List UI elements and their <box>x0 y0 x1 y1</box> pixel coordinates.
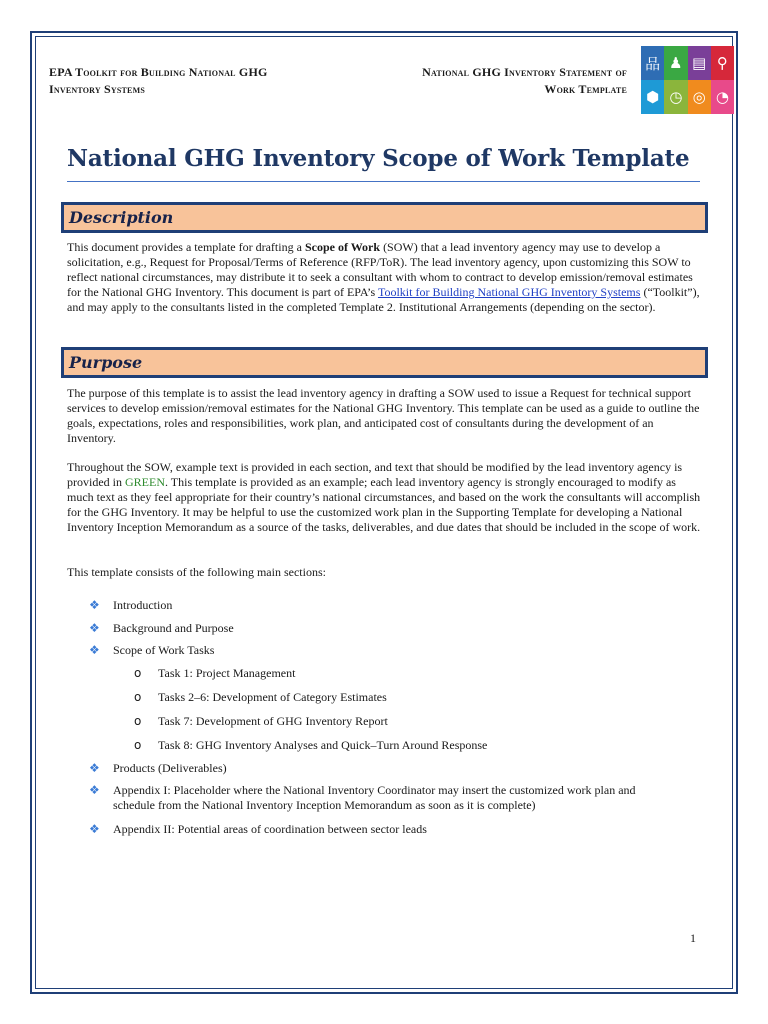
list-item-text: Appendix II: Potential areas of coordination between sector leads <box>113 822 427 836</box>
header-left-line1: EPA Toolkit for Building National GHG <box>49 65 268 79</box>
list-item-text: Task 1: Project Management <box>158 666 296 680</box>
title-underline <box>67 181 700 182</box>
description-text-2: (SOW) that a lead inventory agency may use to develop a solicitation, e.g., Request for Proposal/Terms of Reference (RFP/ToR). The lead inventory agency, upon customizing this SOW to reflect national circumstances, may distribute it to seek a consultant with whom to contract to develop emission/removal estimates for the National GHG Inventory. This document is part of EPA’s <box>67 240 693 299</box>
list-item <box>89 761 673 776</box>
magnifier-icon: ⚲ <box>711 46 734 80</box>
stopwatch-icon: ◷ <box>664 80 687 114</box>
diamond-bullet-icon: ❖ <box>89 783 100 797</box>
presenter-icon: ♟ <box>664 46 687 80</box>
circle-bullet-icon: o <box>134 690 142 704</box>
diamond-bullet-icon: ❖ <box>89 621 100 635</box>
list-item <box>89 783 673 813</box>
description-paragraph <box>67 240 702 315</box>
list-sub-item <box>134 666 678 681</box>
list-item-text: Introduction <box>113 598 173 612</box>
org-chart-icon: 品 <box>641 46 664 80</box>
document-title: National GHG Inventory Scope of Work Template <box>67 145 690 172</box>
list-item-text: Appendix I: Placeholder where the National Inventory Coordinator may insert the customized work plan and schedule from the National Inventory Inception Memorandum as soon as it is complete) <box>113 783 636 812</box>
section-bar-purpose <box>61 347 708 378</box>
purpose-paragraph-2 <box>67 460 702 535</box>
list-sub-item <box>134 714 678 729</box>
diamond-bullet-icon: ❖ <box>89 822 100 836</box>
list-item-text: Tasks 2–6: Development of Category Estimates <box>158 690 387 704</box>
circle-bullet-icon: o <box>134 666 142 680</box>
list-item-text: Products (Deliverables) <box>113 761 227 775</box>
section-heading-purpose: Purpose <box>69 353 143 372</box>
list-item <box>89 598 673 613</box>
target-icon: ◎ <box>688 80 711 114</box>
diamond-bullet-icon: ❖ <box>89 761 100 775</box>
pie-icon: ◔ <box>711 80 734 114</box>
purpose-paragraph-1: The purpose of this template is to assist the lead inventory agency in drafting a SOW used to issue a Request for technical support services to develop emission/removal estimates for the National GHG Inventory. This template can be used as a guide to outline the goals, expectations, roles and responsibilities, work plan, and anticipated cost of consultants during the development of an Inventory. <box>67 386 700 445</box>
description-text-1: This document provides a template for drafting a <box>67 240 305 254</box>
toolkit-link[interactable]: Toolkit for Building National GHG Inventory Systems <box>377 285 641 299</box>
list-sub-item <box>134 690 678 705</box>
list-item-text: Scope of Work Tasks <box>113 643 215 657</box>
list-item <box>89 822 673 837</box>
header-right-line2: Work Template <box>544 82 627 96</box>
list-item-text: Task 7: Development of GHG Inventory Report <box>158 714 388 728</box>
section-heading-description: Description <box>69 208 174 227</box>
green-word: GREEN <box>125 475 165 489</box>
list-item <box>89 621 673 636</box>
header-right-line1: National GHG Inventory Statement of <box>422 65 627 79</box>
toolkit-logo <box>641 46 734 114</box>
header-left <box>49 64 329 98</box>
diamond-bullet-icon: ❖ <box>89 643 100 657</box>
list-sub-item <box>134 738 678 753</box>
section-bar-description <box>61 202 708 233</box>
list-item <box>89 643 673 658</box>
header-left-line2: Inventory Systems <box>49 82 145 96</box>
board-icon: ▤ <box>688 46 711 80</box>
header-right <box>352 64 627 98</box>
circle-bullet-icon: o <box>134 714 142 728</box>
purpose-paragraph-3: This template consists of the following main sections: <box>67 565 326 579</box>
description-text-3: (“Toolkit”), and may apply to the consultants listed in the completed Template 2. Institutional Arrangements (depending on the sector). <box>67 285 700 314</box>
diamond-bullet-icon: ❖ <box>89 598 100 612</box>
purpose-text-2: . This template is provided as an example; each lead inventory agency is strongly encouraged to modify as much text as they feel appropriate for their country’s national circumstances, and based on the work the consultants will accomplish for the GHG Inventory. It may be helpful to use the customized work plan in the Supporting Template for developing a National Inventory Inception Memorandum as a source of the tasks, deliverables, and due dates that should be included in the scope of work. <box>67 475 701 534</box>
list-item-text: Task 8: GHG Inventory Analyses and Quick–Turn Around Response <box>158 738 488 752</box>
cube-icon: ⬢ <box>641 80 664 114</box>
page-number: 1 <box>690 931 696 945</box>
list-item-text: Background and Purpose <box>113 621 234 635</box>
description-bold: Scope of Work <box>304 240 381 254</box>
circle-bullet-icon: o <box>134 738 142 752</box>
purpose-text-1: Throughout the SOW, example text is provided in each section, and text that should be modified by the lead inventory agency is provided in <box>67 460 683 489</box>
